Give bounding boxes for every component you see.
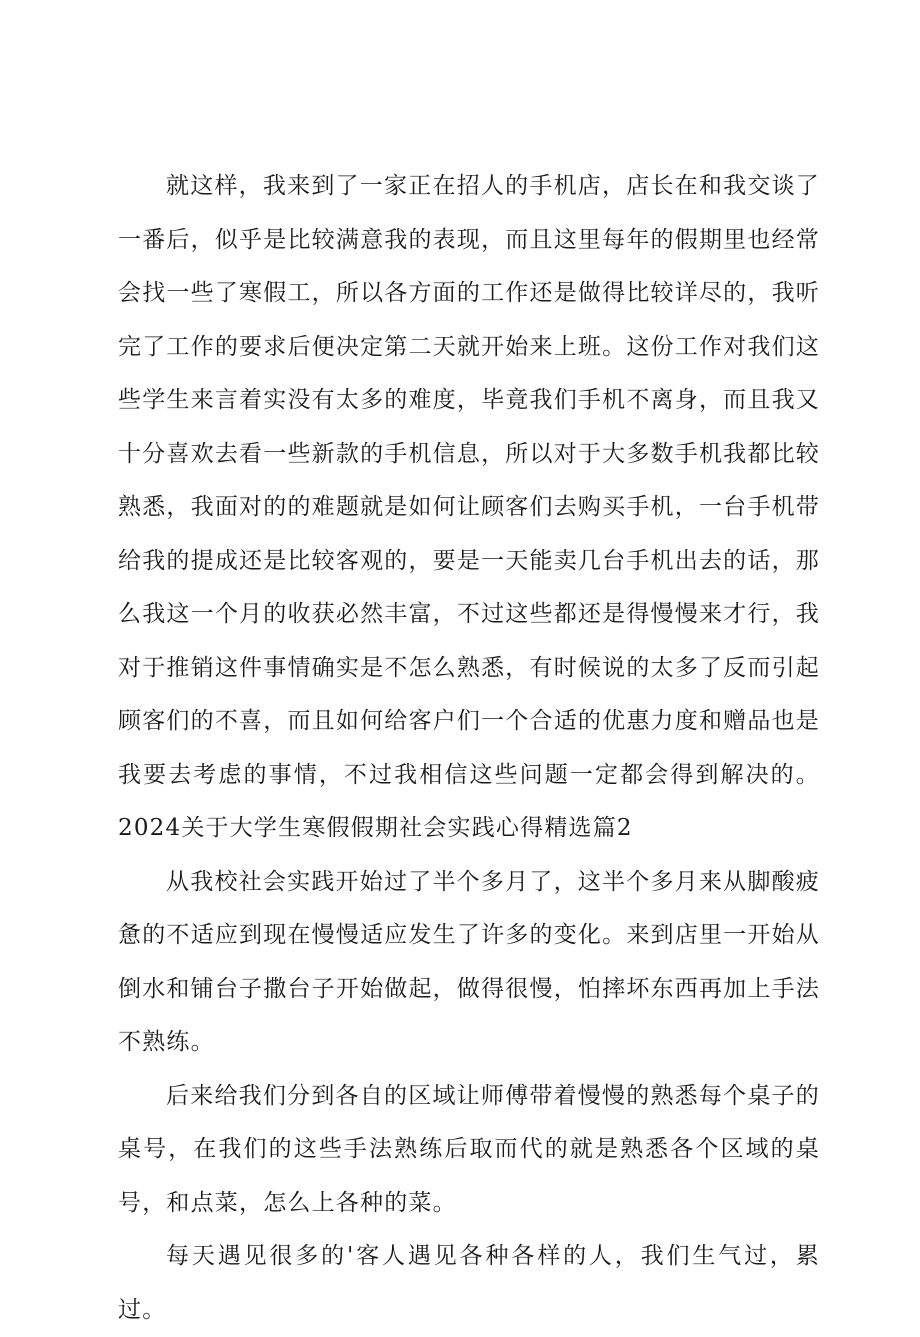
paragraph-3: 后来给我们分到各自的区域让师傅带着慢慢的熟悉每个桌子的桌号，在我们的这些手法熟练后取而代的就是熟悉各个区域的桌号，和点菜，怎么上各种的菜。 <box>118 1082 820 1216</box>
paragraph-2: 从我校社会实践开始过了半个多月了，这半个多月来从脚酸疲惫的不适应到现在慢慢适应发生了许多的变化。来到店里一开始从倒水和铺台子撒台子开始做起，做得很慢，怕摔坏东西再加上手法不熟练。 <box>118 868 820 1055</box>
paragraph-1: 就这样，我来到了一家正在招人的手机店，店长在和我交谈了一番后，似乎是比较满意我的表现，而且这里每年的假期里也经常会找一些了寒假工，所以各方面的工作还是做得比较详尽的，我听完了工作的要求后便决定第二天就开始来上班。这份工作对我们这些学生来言着实没有太多的难度，毕竟我们手机不离身，而且我又十分喜欢去看一些新款的手机信息，所以对于大多数手机我都比较熟悉，我面对的的难题就是如何让顾客们去购买手机，一台手机带给我的提成还是比较客观的，要是一天能卖几台手机出去的话，那么我这一个月的收获必然丰富，不过这些都还是得慢慢来才行，我对于推销这件事情确实是不怎么熟悉，有时候说的太多了反而引起顾客们的不喜，而且如何给客户们一个合适的优惠力度和赠品也是我要去考虑的事情，不过我相信这些问题一定都会得到解决的。2024关于大学生寒假假期社会实践心得精选篇2 <box>118 173 820 841</box>
paragraph-4: 每天遇见很多的'客人遇见各种各样的人，我们生气过，累过。 <box>118 1243 820 1323</box>
document-body <box>118 160 820 1337</box>
